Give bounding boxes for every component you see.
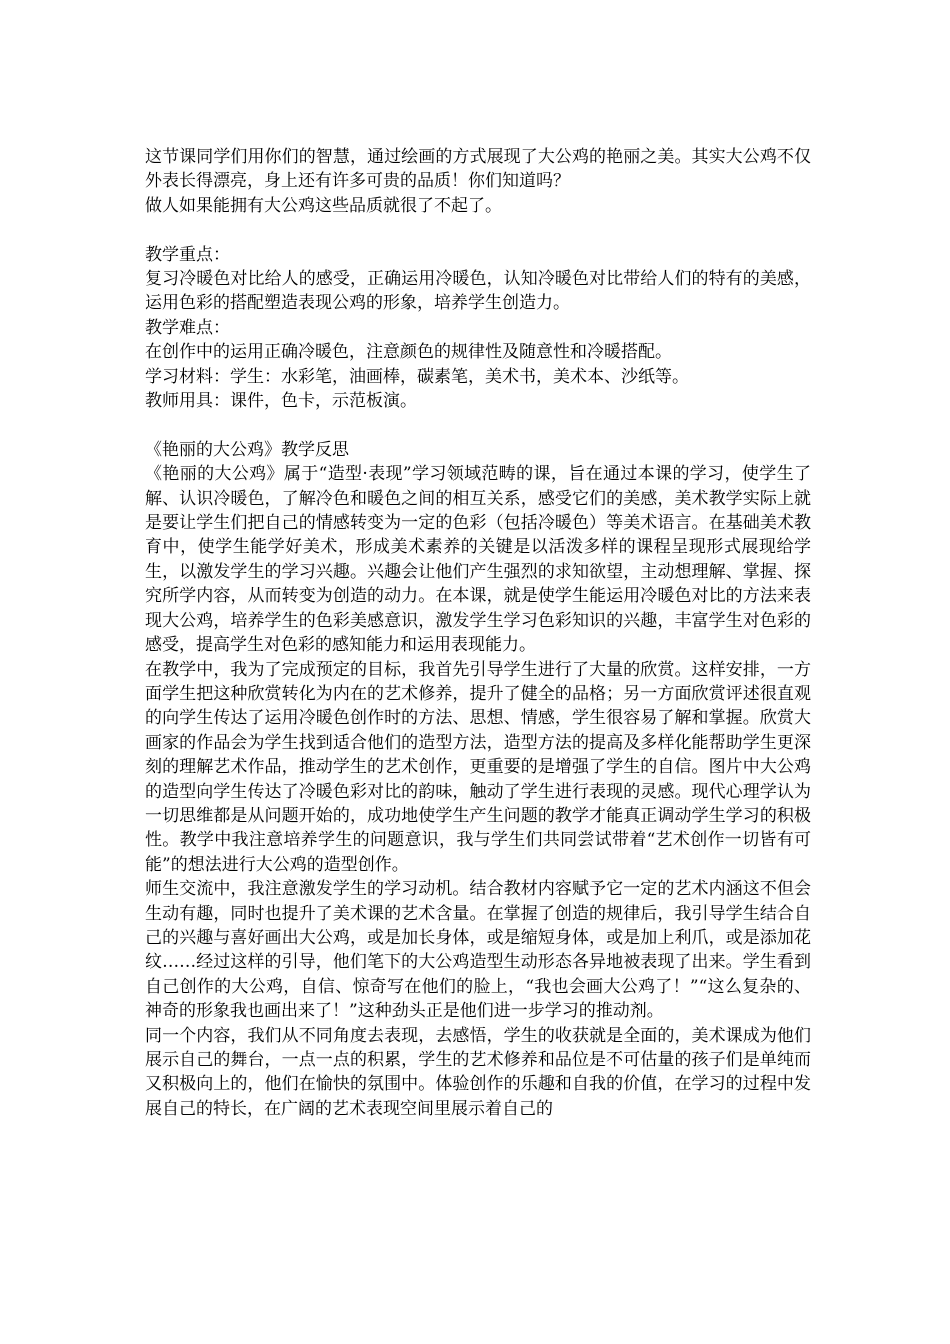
- paragraph-materials: 学习材料：学生：水彩笔，油画棒，碳素笔，美术书，美术本、沙纸等。: [145, 366, 689, 387]
- paragraph-intro: 这节课同学们用你们的智慧，通过绘画的方式展现了大公鸡的艳丽之美。其实大公鸡不仅外表长得漂亮，身上还有许多可贵的品质！你们知道吗？: [145, 147, 811, 192]
- heading-reflection: 《艳丽的大公鸡》教学反思: [145, 439, 349, 460]
- paragraph-reflection-3: 师生交流中，我注意激发学生的学习动机。结合教材内容赋予它一定的艺术内涵这不但会生动有趣，同时也提升了美术课的艺术含量。在掌握了创造的规律后，我引导学生结合自己的兴趣与喜好画出大公鸡，或是加长身体，或是缩短身体，或是加上利爪，或是添加花纹……经过这样的引导，他们笔下的大公鸡造型生动形态各异地被表现了出来。学生看到自己创作的大公鸡，自信、惊奇写在他们的脸上，“我也会画大公鸡了！”“这么复杂的、神奇的形象我也画出来了！”这种劲头正是他们进一步学习的推动剂。: [145, 879, 811, 1022]
- paragraph-reflection-4: 同一个内容，我们从不同角度去表现，去感悟，学生的收获就是全面的，美术课成为他们展示自己的舞台，一点一点的积累，学生的艺术修养和品位是不可估量的孩子们是单纯而又积极向上的，他们在愉快的氛围中。体验创作的乐趣和自我的价值，在学习的过程中发展自己的特长，在广阔的艺术表现空间里展示着自己的: [145, 1025, 811, 1119]
- heading-difficulties: 教学难点：: [145, 317, 230, 338]
- paragraph-teacher-tools: 教师用具：课件，色卡，示范板演。: [145, 391, 417, 412]
- blank-line: [145, 218, 811, 242]
- heading-key-points: 教学重点：: [145, 244, 230, 265]
- paragraph-key-points: 复习冷暖色对比给人的感受，正确运用冷暖色，认知冷暖色对比带给人们的特有的美感，运用色彩的搭配塑造表现公鸡的形象，培养学生创造力。: [145, 269, 811, 314]
- blank-line: [145, 413, 811, 437]
- paragraph-reflection-2: 在教学中，我为了完成预定的目标，我首先引导学生进行了大量的欣赏。这样安排，一方面学生把这种欣赏转化为内在的艺术修养，提升了健全的品格；另一方面欣赏评述很直观的向学生传达了运用冷暖色创作时的方法、思想、情感，学生很容易了解和掌握。欣赏大画家的作品会为学生找到适合他们的造型方法，造型方法的提高及多样化能帮助学生更深刻的理解艺术作品，推动学生的艺术创作，更重要的是增强了学生的自信。图片中大公鸡的造型向学生传达了冷暖色彩对比的韵味，触动了学生进行表现的灵感。现代心理学认为一切思维都是从问题开始的，成功地使学生产生问题的教学才能真正调动学生学习的积极性。教学中我注意培养学生的问题意识，我与学生们共同尝试带着“艺术创作一切皆有可能”的想法进行大公鸡的造型创作。: [145, 659, 811, 875]
- paragraph-intro-2: 做人如果能拥有大公鸡这些品质就很了不起了。: [145, 195, 502, 216]
- paragraph-reflection-1: 《艳丽的大公鸡》属于“造型·表现”学习领域范畴的课，旨在通过本课的学习，使学生了解、认识冷暖色，了解冷色和暖色之间的相互关系，感受它们的美感，美术教学实际上就是要让学生们把自己的情感转变为一定的色彩（包括冷暖色）等美术语言。在基础美术教育中，使学生能学好美术，形成美术素养的关键是以活泼多样的课程呈现形式展现给学生，以激发学生的学习兴趣。兴趣会让他们产生强烈的求知欲望，主动想理解、掌握、探究所学内容，从而转变为创造的动力。在本课，就是使学生能运用冷暖色对比的方法来表现大公鸡，培养学生的色彩美感意识，激发学生学习色彩知识的兴趣，丰富学生对色彩的感受，提高学生对色彩的感知能力和运用表现能力。: [145, 464, 811, 656]
- paragraph-difficulties: 在创作中的运用正确冷暖色，注意颜色的规律性及随意性和冷暖搭配。: [145, 342, 672, 363]
- document-body: [145, 145, 811, 1121]
